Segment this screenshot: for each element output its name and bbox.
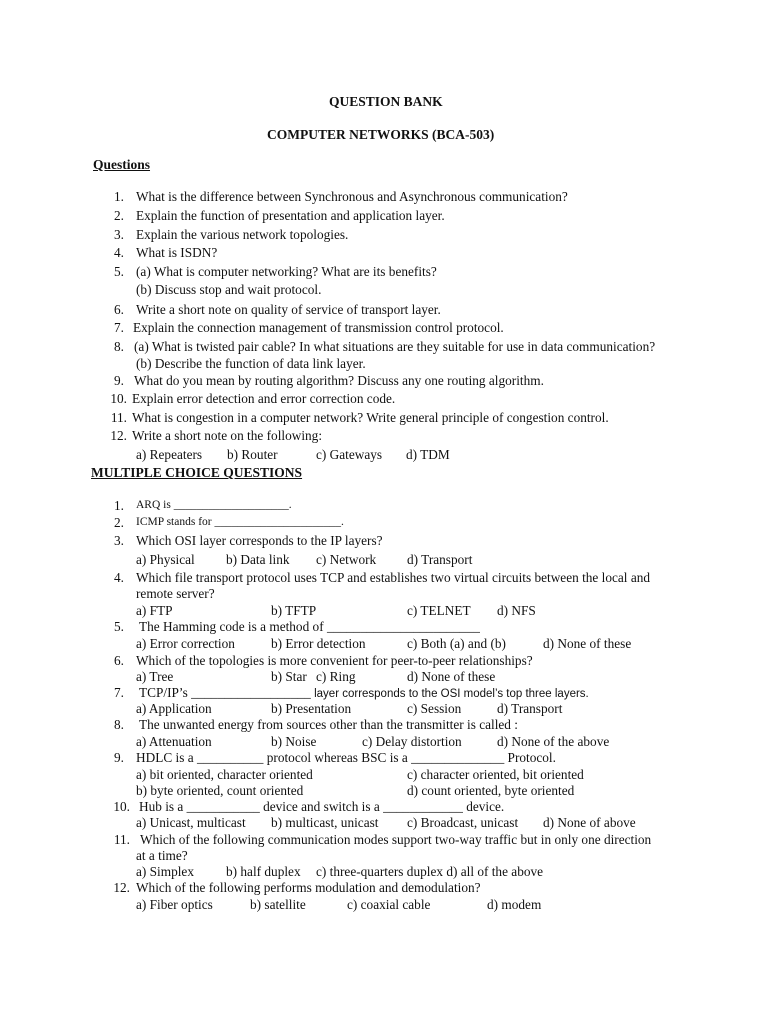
option: c) Session	[407, 701, 462, 716]
mcq-text: HDLC is a __________ protocol whereas BSC is a ______________ Protocol.	[136, 750, 556, 765]
question-text: (a) What is computer networking? What are its benefits?	[136, 264, 437, 279]
question-number: 2.	[114, 208, 124, 223]
question-number: 6.	[114, 302, 124, 317]
question-text: Explain the connection management of transmission control protocol.	[133, 320, 504, 335]
mcq-number: 12.	[113, 880, 130, 895]
mcq-text-part: TCP/IP’s __________________	[139, 685, 315, 700]
questions-heading: Questions	[93, 157, 151, 172]
question-subpart: (b) Discuss stop and wait protocol.	[136, 282, 322, 297]
option: b) half duplex	[226, 864, 301, 879]
option: c) coaxial cable	[347, 897, 431, 912]
option: d) TDM	[406, 447, 450, 462]
question-number: 10.	[110, 391, 127, 406]
option: a) Error correction	[136, 636, 235, 651]
question-number: 1.	[114, 189, 124, 204]
mcq-text: Hub is a ___________ device and switch is a ____________ device.	[139, 799, 505, 814]
mcq-number: 1.	[114, 498, 124, 513]
option: a) Repeaters	[136, 447, 203, 462]
option: d) modem	[487, 897, 542, 912]
option: b) TFTP	[271, 603, 317, 618]
mcq-text-continued: remote server?	[136, 586, 215, 601]
question-text: Write a short note on quality of service of transport layer.	[136, 302, 441, 317]
mcq-number: 4.	[114, 570, 124, 585]
mcq-text: Which file transport protocol uses TCP and establishes two virtual circuits between the local and	[136, 570, 651, 585]
option: b) Noise	[271, 734, 317, 749]
mcq-text: Which of the following performs modulation and demodulation?	[136, 880, 481, 895]
question-number: 12.	[110, 428, 127, 443]
question-text: What do you mean by routing algorithm? Discuss any one routing algorithm.	[134, 373, 544, 388]
option: a) FTP	[136, 603, 173, 618]
question-number: 4.	[114, 245, 124, 260]
mcq-text-part: layer corresponds to the OSI model’s top three layers.	[314, 688, 589, 700]
option: b) satellite	[250, 897, 306, 912]
question-text: Write a short note on the following:	[132, 428, 323, 443]
option: b) Router	[227, 447, 278, 462]
mcq-text: The Hamming code is a method of _______________________	[139, 619, 480, 634]
question-number: 7.	[114, 320, 124, 335]
question-text: Explain error detection and error correction code.	[132, 391, 396, 406]
question-subpart: (b) Describe the function of data link layer.	[136, 356, 366, 371]
question-text: What is congestion in a computer network? Write general principle of congestion control.	[132, 410, 609, 425]
option: c) Both (a) and (b)	[407, 636, 506, 651]
option: b) Data link	[226, 552, 290, 567]
question-text: (a) What is twisted pair cable? In what situations are they suitable for use in data communication?	[134, 339, 656, 354]
mcq-number: 8.	[114, 717, 124, 732]
document-title: QUESTION BANK	[329, 94, 443, 109]
option: b) Error detection	[271, 636, 366, 651]
option: c) three-quarters duplex d) all of the above	[316, 864, 544, 879]
mcq-number: 7.	[114, 685, 124, 700]
option: d) NFS	[497, 603, 536, 618]
mcq-text-continued: at a time?	[136, 848, 188, 863]
question-number: 11.	[110, 410, 127, 425]
mcq-heading: MULTIPLE CHOICE QUESTIONS	[91, 465, 303, 480]
question-number: 5.	[114, 264, 124, 279]
question-number: 3.	[114, 227, 124, 242]
mcq-text: Which of the topologies is more convenient for peer-to-peer relationships?	[136, 653, 533, 668]
mcq-text: ARQ is ____________________.	[136, 499, 292, 511]
option: b) Presentation	[271, 701, 352, 716]
question-text: Explain the function of presentation and application layer.	[136, 208, 445, 223]
mcq-number: 10.	[113, 799, 130, 814]
option: d) Transport	[407, 552, 473, 567]
option: d) None of these	[407, 669, 496, 684]
option: d) count oriented, byte oriented	[407, 783, 575, 798]
mcq-number: 3.	[114, 533, 124, 548]
option: a) Application	[136, 701, 212, 716]
mcq-text	[139, 685, 589, 701]
mcq-text: The unwanted energy from sources other than the transmitter is called :	[139, 717, 518, 732]
option: a) Attenuation	[136, 734, 212, 749]
mcq-number: 9.	[114, 750, 124, 765]
option: a) Physical	[136, 552, 195, 567]
option: b) Star	[271, 669, 307, 684]
option: d) None of the above	[497, 734, 610, 749]
option: a) Tree	[136, 669, 174, 684]
question-number: 8.	[114, 339, 124, 354]
question-text: What is ISDN?	[136, 245, 218, 260]
question-text: Explain the various network topologies.	[136, 227, 349, 242]
option: a) Fiber optics	[136, 897, 213, 912]
option: c) Broadcast, unicast	[407, 815, 519, 830]
question-text: What is the difference between Synchronous and Asynchronous communication?	[136, 189, 568, 204]
option: c) character oriented, bit oriented	[407, 767, 584, 782]
option: b) multicast, unicast	[271, 815, 379, 830]
mcq-number: 5.	[114, 619, 124, 634]
option: c) Delay distortion	[362, 734, 462, 749]
option: a) bit oriented, character oriented	[136, 767, 313, 782]
option: c) TELNET	[407, 603, 471, 618]
option: b) byte oriented, count oriented	[136, 783, 304, 798]
question-number: 9.	[114, 373, 124, 388]
option: c) Ring	[316, 669, 356, 684]
mcq-text: Which OSI layer corresponds to the IP layers?	[136, 533, 383, 548]
option: d) Transport	[497, 701, 563, 716]
option: d) None of these	[543, 636, 632, 651]
mcq-text: Which of the following communication modes support two-way traffic but in only one direction	[140, 832, 652, 847]
option: a) Simplex	[136, 864, 194, 879]
mcq-number: 2.	[114, 515, 124, 530]
mcq-text: ICMP stands for ______________________.	[136, 516, 344, 528]
mcq-number: 11.	[113, 832, 130, 847]
option: a) Unicast, multicast	[136, 815, 246, 830]
mcq-number: 6.	[114, 653, 124, 668]
option: c) Gateways	[316, 447, 383, 462]
subject-title: COMPUTER NETWORKS (BCA-503)	[267, 127, 495, 142]
option: c) Network	[316, 552, 377, 567]
option: d) None of above	[543, 815, 636, 830]
